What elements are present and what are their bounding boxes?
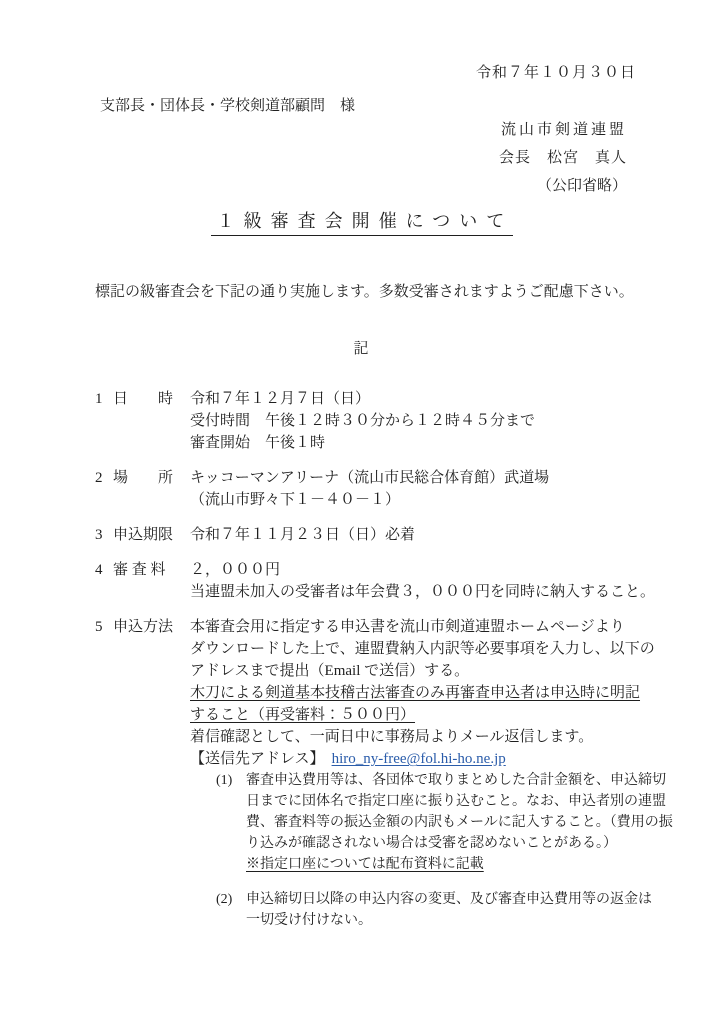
item-line: （流山市野々下１－４０－１） bbox=[190, 492, 401, 508]
recipient-line: 支部長・団体長・学校剣道部顧問 様 bbox=[100, 98, 356, 114]
title-row bbox=[0, 210, 724, 236]
item-number: 4 bbox=[95, 562, 103, 578]
sender-president: 会長 松宮 真人 bbox=[498, 150, 627, 166]
item-line: 令和７年１１月２３日（日）必着 bbox=[190, 527, 416, 543]
items-list bbox=[95, 388, 694, 958]
lead-paragraph: 標記の級審査会を下記の通り実施します。多数受審されますようご配慮下さい。 bbox=[95, 284, 634, 300]
item-line: 審査開始 午後１時 bbox=[190, 435, 326, 451]
note-line: 審査申込費用等は、各団体で取りまとめした合計金額を、申込締切 bbox=[246, 773, 666, 788]
item-number: 2 bbox=[95, 470, 103, 486]
item-line: 当連盟未加入の受審者は年会費３，０００円を同時に納入すること。 bbox=[190, 584, 656, 600]
designated-account-note: ※指定口座については配布資料に記載 bbox=[246, 857, 484, 872]
item-date-time bbox=[95, 388, 694, 454]
seal-omission-note: （公印省略） bbox=[536, 178, 627, 194]
email-link[interactable]: hiro_ny-free@fol.hi-ho.ne.jp bbox=[331, 751, 506, 767]
item-venue bbox=[95, 467, 694, 511]
item-line: 受付時間 午後１２時３０分から１２時４５分まで bbox=[190, 413, 536, 429]
note-line: り込みが確認されない場合は受審を認めないことがある。） bbox=[246, 836, 617, 851]
item-label: 審 査 料 bbox=[113, 562, 166, 578]
item-label: 場 所 bbox=[113, 470, 174, 486]
item-number: 3 bbox=[95, 527, 103, 543]
item-label: 日 時 bbox=[113, 391, 174, 407]
rework-note-line: すること（再受審料：５００円） bbox=[190, 707, 416, 723]
item-line: 本審査会用に指定する申込書を流山市剣道連盟ホームページより bbox=[190, 619, 625, 635]
item-label: 申込方法 bbox=[113, 619, 174, 635]
note-line: 費、審査料等の振込金額の内訳もメールに記入すること。（費用の振 bbox=[246, 815, 673, 830]
issue-date: 令和７年１０月３０日 bbox=[475, 65, 636, 81]
item-label: 申込期限 bbox=[113, 527, 174, 543]
item-application-deadline bbox=[95, 524, 694, 546]
email-address-label: 【送信先アドレス】 bbox=[190, 751, 325, 767]
item-line: アドレスまで提出（Email で送信）する。 bbox=[190, 663, 470, 679]
document-title: １級審査会開催について bbox=[211, 210, 514, 236]
item-examination-fee bbox=[95, 559, 694, 603]
item-number: 1 bbox=[95, 391, 103, 407]
note-no-refund bbox=[190, 889, 694, 931]
confirmation-line: 着信確認として、一両日中に事務局よりメール返信します。 bbox=[190, 729, 594, 745]
item-line: 令和７年１２月７日（日） bbox=[190, 391, 371, 407]
item-line: ダウンロードした上で、連盟費納入内訳等必要事項を入力し、以下の bbox=[190, 641, 655, 657]
subitem-number: (1) bbox=[216, 773, 233, 788]
note-payment bbox=[190, 770, 694, 875]
item-number: 5 bbox=[95, 619, 103, 635]
note-line: 日までに団体名で指定口座に振り込むこと。なお、申込者別の連盟 bbox=[246, 794, 666, 809]
sender-organization: 流山市剣道連盟 bbox=[500, 122, 627, 138]
subitem-number: (2) bbox=[216, 892, 233, 907]
item-line: キッコーマンアリーナ（流山市民総合体育館）武道場 bbox=[190, 470, 550, 486]
record-mark: 記 bbox=[353, 341, 371, 357]
email-row bbox=[190, 748, 694, 770]
sender-block bbox=[499, 116, 627, 200]
note-line: 一切受け付けない。 bbox=[246, 913, 372, 928]
note-line: 申込締切日以降の申込内容の変更、及び審査申込費用等の返金は bbox=[246, 892, 652, 907]
item-application-method bbox=[95, 616, 694, 945]
notes-list bbox=[190, 770, 694, 931]
rework-note-line: 木刀による剣道基本技稽古法審査のみ再審査申込者は申込時に明記 bbox=[190, 685, 641, 701]
item-line: ２，０００円 bbox=[190, 562, 281, 578]
